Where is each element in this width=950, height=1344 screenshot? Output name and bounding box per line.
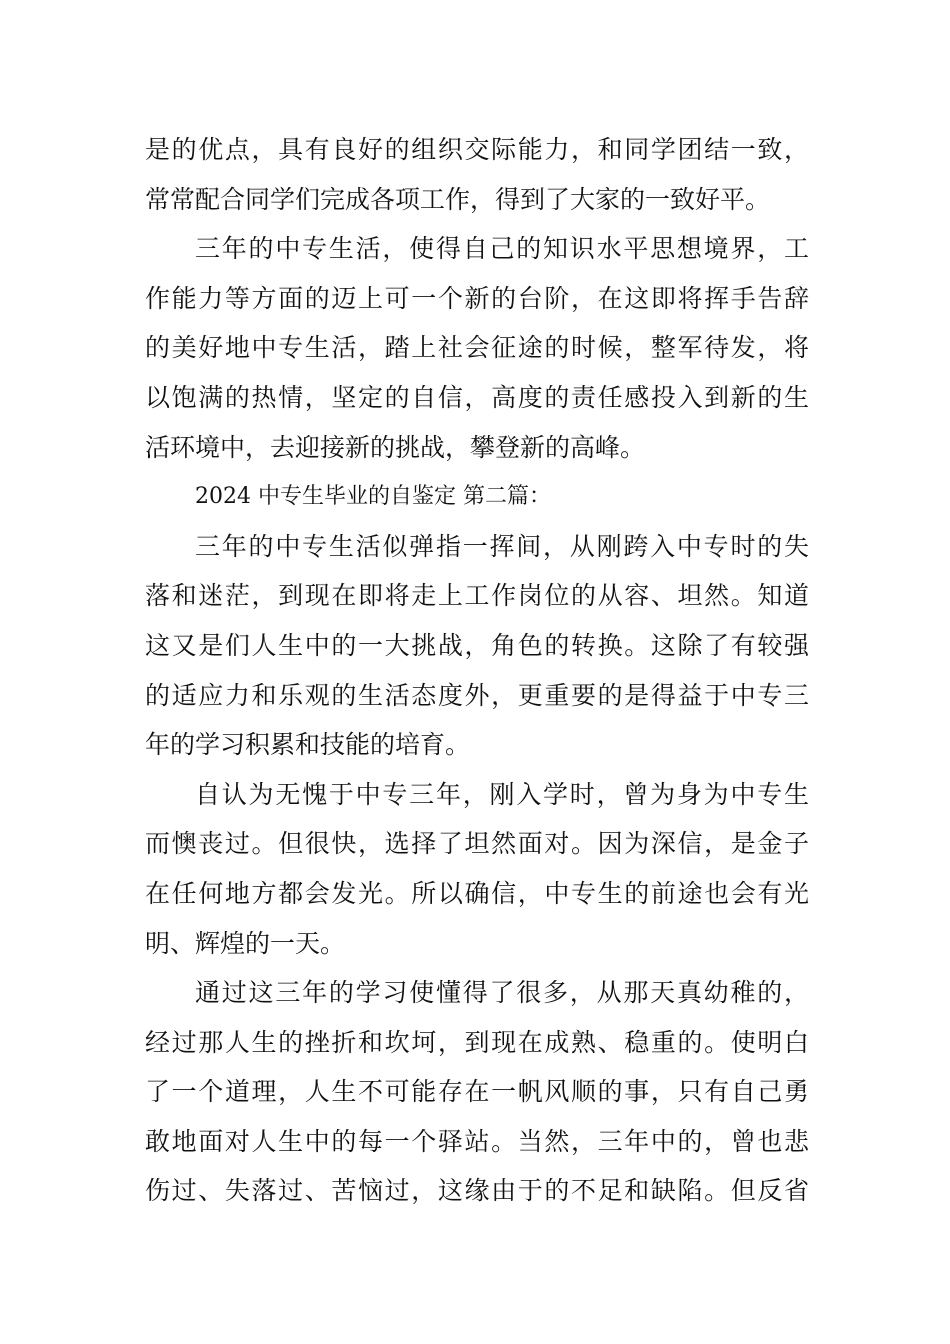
paragraph-line: 通过这三年的学习使懂得了很多，从那天真幼稚的， bbox=[195, 978, 809, 1008]
paragraph-line: 自认为无愧于中专三年，刚入学时，曾为身为中专生 bbox=[195, 779, 809, 809]
paragraph-line: 三年的中专生活，使得自己的知识水平思想境界，工 bbox=[195, 234, 809, 264]
paragraph-line: 敢地面对人生中的每一个驿站。当然，三年中的，曾也悲 bbox=[145, 1126, 809, 1156]
section-heading: 2024 中专生毕业的自鉴定 第二篇： bbox=[195, 484, 551, 510]
paragraph-line: 了一个道理，人生不可能存在一帆风顺的事，只有自己勇 bbox=[145, 1077, 809, 1107]
paragraph-line: 的适应力和乐观的生活态度外，更重要的是得益于中专三 bbox=[145, 680, 809, 710]
paragraph-line: 常常配合同学们完成各项工作，得到了大家的一致好平。 bbox=[145, 184, 771, 214]
paragraph-line: 活环境中，去迎接新的挑战，攀登新的高峰。 bbox=[145, 432, 646, 462]
paragraph-line: 伤过、失落过、苦恼过，这缘由于的不足和缺陷。但反省 bbox=[145, 1176, 809, 1206]
paragraph-line: 明、辉煌的一天。 bbox=[145, 928, 346, 958]
paragraph-line: 以饱满的热情，坚定的自信，高度的责任感投入到新的生 bbox=[145, 382, 809, 412]
paragraph-line: 在任何地方都会发光。所以确信，中专生的前途也会有光 bbox=[145, 878, 809, 908]
document-body bbox=[145, 125, 809, 1216]
paragraph-line: 而懊丧过。但很快，选择了坦然面对。因为深信，是金子 bbox=[145, 829, 809, 859]
paragraph-line: 年的学习积累和技能的培育。 bbox=[145, 730, 471, 760]
paragraph-line: 三年的中专生活似弹指一挥间，从刚跨入中专时的失 bbox=[195, 531, 809, 561]
paragraph-line: 这又是们人生中的一大挑战，角色的转换。这除了有较强 bbox=[145, 630, 809, 660]
paragraph-line: 经过那人生的挫折和坎坷，到现在成熟、稳重的。使明白 bbox=[145, 1027, 809, 1057]
paragraph-line: 作能力等方面的迈上可一个新的台阶，在这即将挥手告辞 bbox=[145, 283, 809, 313]
paragraph-line: 是的优点，具有良好的组织交际能力，和同学团结一致， bbox=[145, 135, 809, 164]
paragraph-line: 的美好地中专生活，踏上社会征途的时候，整军待发，将 bbox=[145, 333, 809, 363]
paragraph-line: 落和迷茫，到现在即将走上工作岗位的从容、坦然。知道 bbox=[145, 581, 809, 611]
